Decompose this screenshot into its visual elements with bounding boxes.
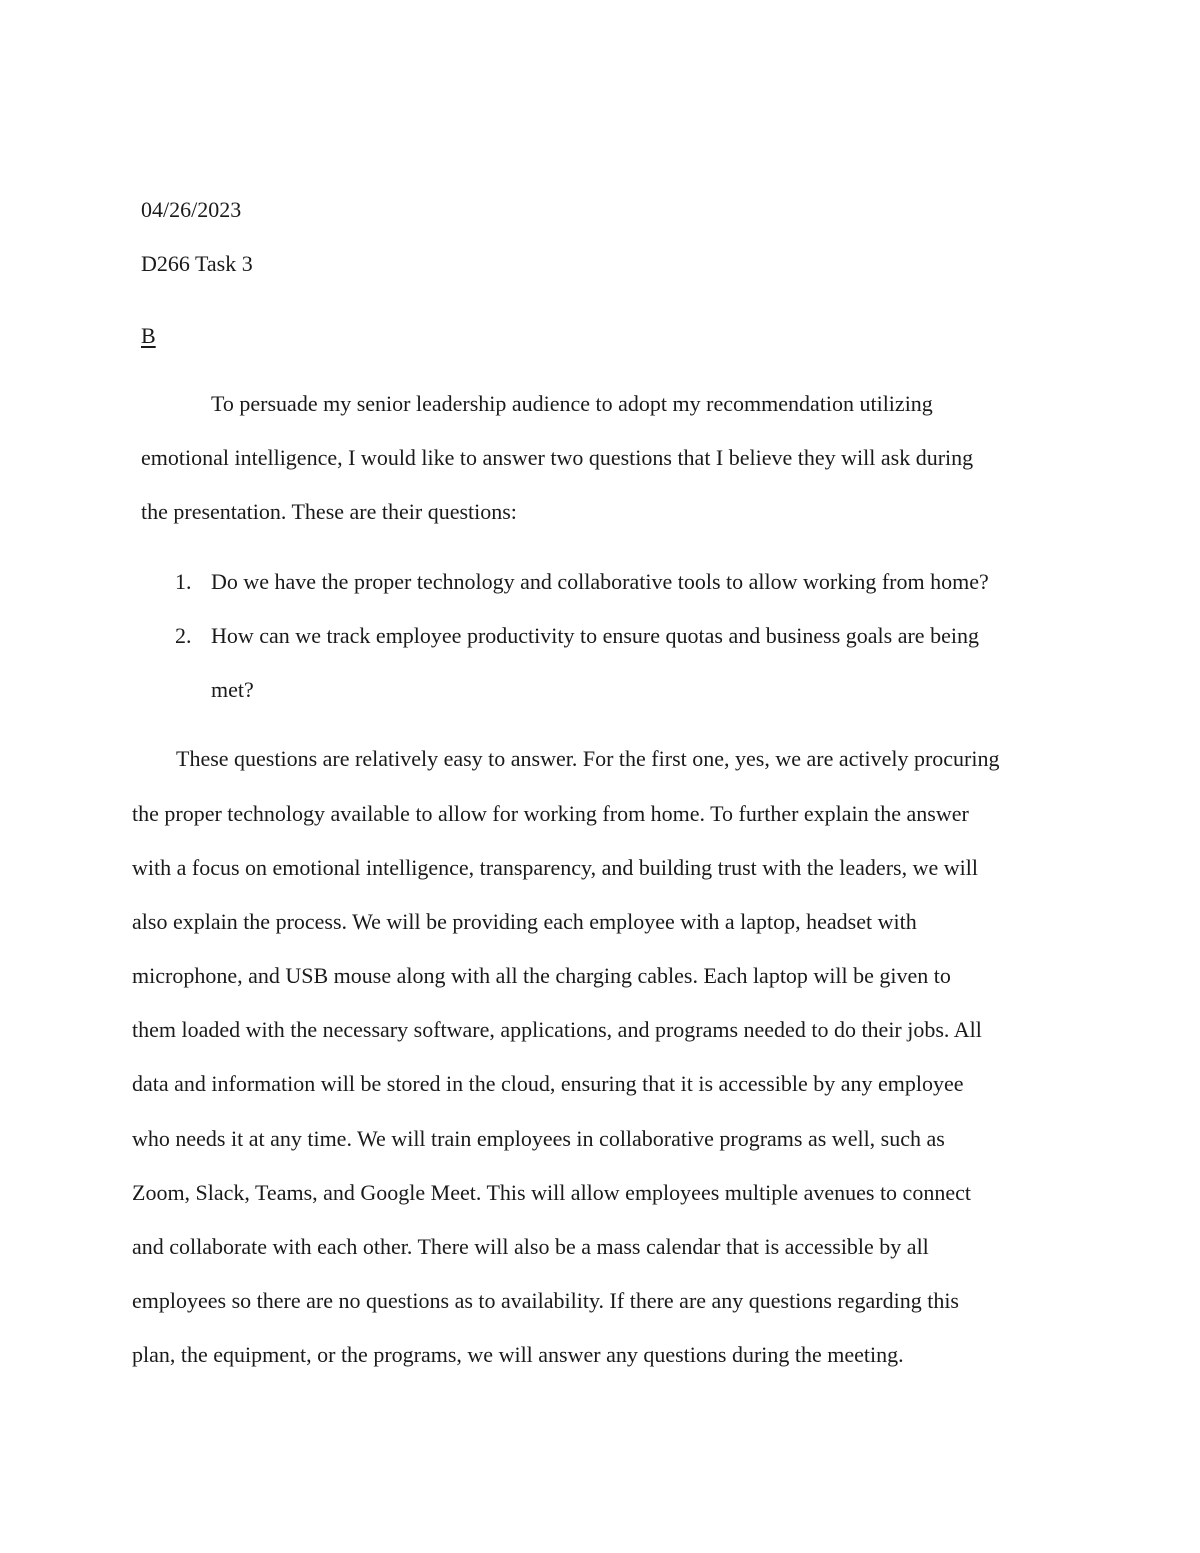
question-text: How can we track employee productivity to ensure quotas and business goals are being	[211, 623, 979, 648]
body-line: also explain the process. We will be providing each employee with a laptop, headset with	[132, 909, 917, 934]
body-line: them loaded with the necessary software, applications, and programs needed to do their jobs. All	[132, 1017, 982, 1042]
intro-line: To persuade my senior leadership audience to adopt my recommendation utilizing	[211, 391, 933, 416]
body-line: with a focus on emotional intelligence, transparency, and building trust with the leaders, we will	[132, 855, 978, 880]
section-heading: B	[141, 323, 156, 348]
question-text: Do we have the proper technology and collaborative tools to allow working from home?	[211, 569, 989, 594]
body-line: who needs it at any time. We will train employees in collaborative programs as well, such as	[132, 1126, 945, 1151]
question-text: met?	[211, 677, 254, 702]
document-date: 04/26/2023	[141, 197, 242, 222]
document-task-title: D266 Task 3	[141, 251, 253, 276]
body-line: microphone, and USB mouse along with all the charging cables. Each laptop will be given to	[132, 963, 951, 988]
body-line: employees so there are no questions as to availability. If there are any questions regarding this	[132, 1288, 959, 1313]
question-number: 1.	[175, 569, 192, 594]
body-line: Zoom, Slack, Teams, and Google Meet. This will allow employees multiple avenues to connect	[132, 1180, 971, 1205]
intro-line: emotional intelligence, I would like to answer two questions that I believe they will ask during	[141, 445, 974, 470]
intro-line: the presentation. These are their questions:	[141, 499, 517, 524]
body-line: plan, the equipment, or the programs, we will answer any questions during the meeting.	[132, 1342, 904, 1367]
question-number: 2.	[175, 623, 192, 648]
body-line: the proper technology available to allow for working from home. To further explain the answer	[132, 801, 969, 826]
body-line: data and information will be stored in the cloud, ensuring that it is accessible by any employee	[132, 1071, 964, 1096]
body-line: and collaborate with each other. There will also be a mass calendar that is accessible by all	[132, 1234, 929, 1259]
body-line: These questions are relatively easy to answer. For the first one, yes, we are actively procuring	[176, 746, 1000, 771]
